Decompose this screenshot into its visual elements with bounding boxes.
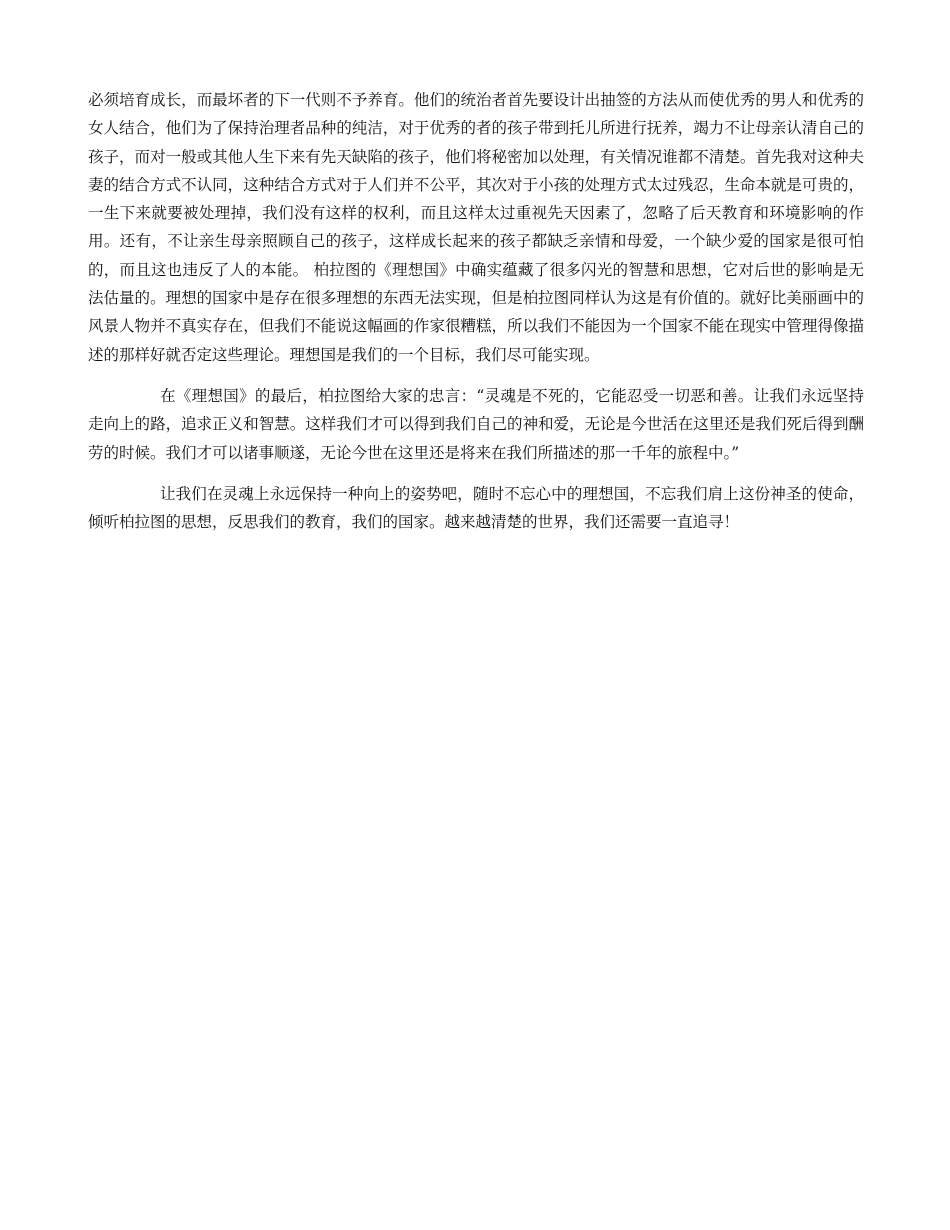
document-body: [88, 86, 864, 536]
paragraph-quote: 在《理想国》的最后，柏拉图给大家的忠言：“灵魂是不死的，它能忍受一切恶和善。让我们永远坚持走向上的路，追求正义和智慧。这样我们才可以得到我们自己的神和爱，无论是今世活在这里还是我们死后得到酬劳的时候。我们才可以诸事顺遂，无论今世在这里还是将来在我们所描述的那一千年的旅程中。”: [88, 386, 864, 462]
paragraph-conclusion: 让我们在灵魂上永远保持一种向上的姿势吧，随时不忘心中的理想国，不忘我们肩上这份神圣的使命，倾听柏拉图的思想，反思我们的教育，我们的国家。越来越清楚的世界，我们还需要一直追寻！: [88, 484, 864, 532]
paragraph-continuation: 必须培育成长，而最坏者的下一代则不予养育。他们的统治者首先要设计出抽签的方法从而使优秀的男人和优秀的女人结合，他们为了保持治理者品种的纯洁，对于优秀的者的孩子带到托儿所进行抚养，竭力不让母亲认清自己的孩子，而对一般或其他人生下来有先天缺陷的孩子，他们将秘密加以处理，有关情况谁都不清楚。首先我对这种夫妻的结合方式不认同，这种结合方式对于人们并不公平，其次对于小孩的处理方式太过残忍，生命本就是可贵的，一生下来就要被处理掉，我们没有这样的权利，而且这样太过重视先天因素了，忽略了后天教育和环境影响的作用。还有，不让亲生母亲照顾自己的孩子，这样成长起来的孩子都缺乏亲情和母爱，一个缺少爱的国家是很可怕的，而且这也违反了人的本能。 柏拉图的《理想国》中确实蕴藏了很多闪光的智慧和思想，它对后世的影响是无法估量的。理想的国家中是存在很多理想的东西无法实现，但是柏拉图同样认为这是有价值的。就好比美丽画中的风景人物并不真实存在，但我们不能说这幅画的作家很糟糕，所以我们不能因为一个国家不能在现实中管理得像描述的那样好就否定这些理论。理想国是我们的一个目标，我们尽可能实现。: [88, 91, 864, 364]
